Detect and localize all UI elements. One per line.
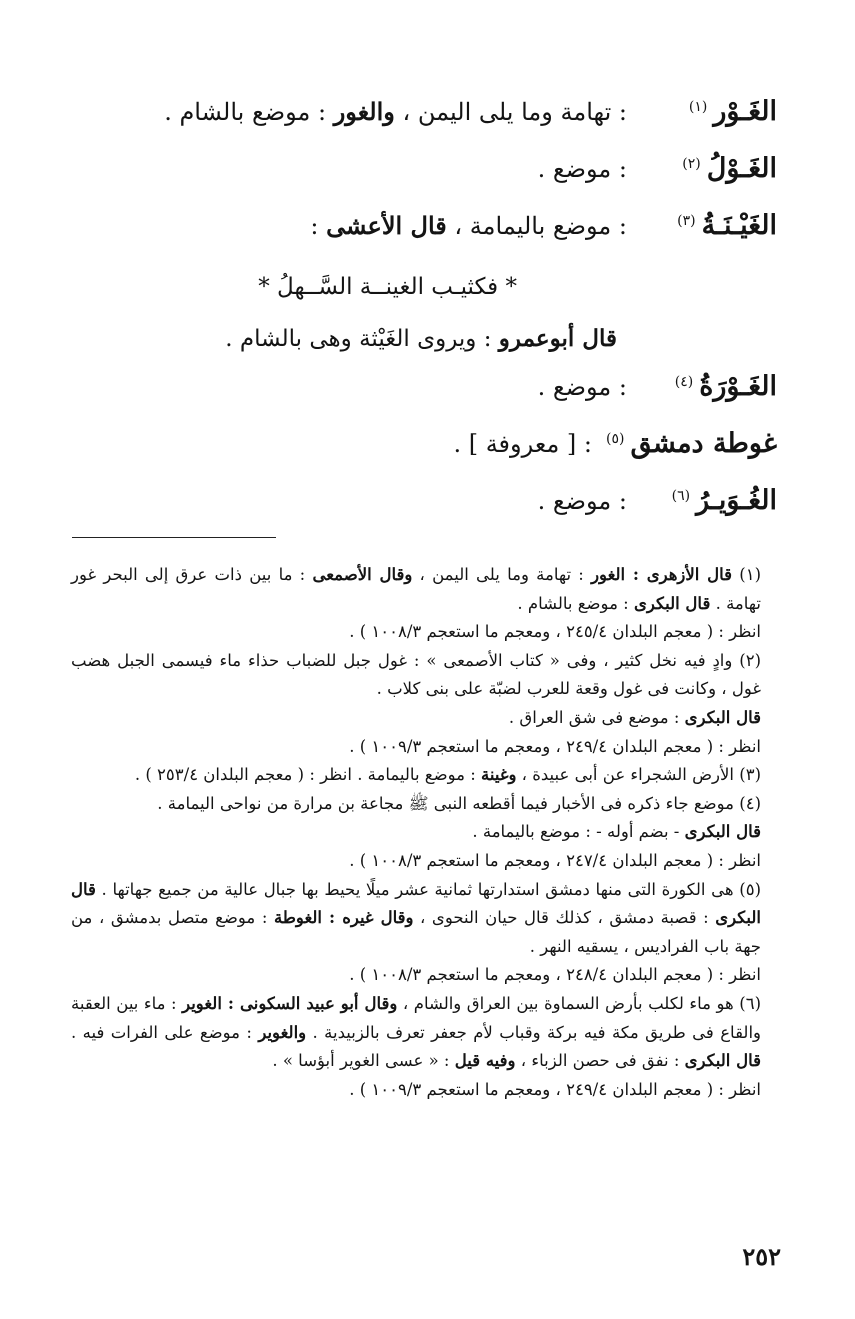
footnote-2-reference: انظر : ( معجم البلدان ٢٤٩/٤ ، ومعجم ما استعجم ١٠٠٩/٣ ) .	[349, 736, 761, 756]
footnote-marker: (٤)	[674, 374, 694, 390]
footnote-5-reference: انظر : ( معجم البلدان ٢٤٨/٤ ، ومعجم ما استعجم ١٠٠٨/٣ ) .	[349, 965, 761, 985]
footnote-2-bakri: قال البكرى : موضع فى شق العراق .	[508, 707, 761, 727]
headword: الغَيْـنَـةُ	[701, 210, 777, 241]
headword: الغَـوْرَةُ	[699, 371, 777, 402]
footnote-6-reference: انظر : ( معجم البلدان ٢٤٩/٤ ، ومعجم ما استعجم ١٠٠٩/٣ ) .	[349, 1079, 761, 1099]
headword: غوطة دمشق	[630, 428, 777, 459]
headword: الغَـوْلُ	[706, 153, 777, 184]
footnote-1-reference: انظر : ( معجم البلدان ٢٤٥/٤ ، ومعجم ما استعجم ١٠٠٨/٣ ) .	[349, 622, 761, 642]
definition: : موضع .	[537, 487, 627, 515]
poetry-verse: * فكثيـب الغينــة السَّــهلُ *	[258, 274, 517, 300]
footnote-5: (٥) هى الكورة التى منها دمشق استدارتها ثمانية عشر ميلًا يحيط بها جبال عالية من جميع جهاتها . قال البكرى : قصبة دمشق ، كذلك قال حيان النحوى ، وقال غيره : الغوطة : موضع متصل بدمشق ، من جهة باب الفراديس ، يسقيه النهر .	[71, 879, 761, 956]
footnote-1: (١) قال الأزهرى : الغور : تهامة وما يلى اليمن ، وقال الأصمعى : ما بين ذات عرق إلى البحر غور تهامة . قال البكرى : موضع بالشام .	[71, 565, 761, 613]
footnote-marker: (٥)	[606, 431, 625, 447]
headword: الغُـوَيـرُ	[696, 485, 777, 516]
entry-ghawl	[87, 153, 777, 210]
headword: الغَـوْر	[713, 96, 777, 127]
footnote-6: (٦) هو ماء لكلب بأرض السماوة بين العراق والشام ، وقال أبو عبيد السكونى : الغوير : ماء بين العقبة والقاع فى طريق مكة فيه بركة وقباب لأم جعفر تعرف بالزبيدية . والغوير : موضع على الفرات فيه . قال البكرى : نفق فى حصن الزباء ، وفيه قيل : « عسى الغوير أبؤسا » .	[71, 993, 761, 1071]
entry-ghawr	[87, 96, 777, 153]
entry-ghuwayr	[87, 485, 777, 542]
footnote-marker: (٣)	[677, 213, 696, 229]
definition: : [ معروفة ] .	[453, 430, 592, 458]
entry-ghawra	[87, 371, 777, 428]
entry-ghayna	[87, 210, 777, 267]
quote-line: قال أبوعمرو : ويروى الغَيْثة وهى بالشام .	[225, 325, 617, 352]
entry-ghutat-dimashq	[87, 428, 777, 485]
footnotes	[71, 561, 791, 1104]
definition: : موضع .	[537, 155, 627, 183]
footnote-4-reference: انظر : ( معجم البلدان ٢٤٧/٤ ، ومعجم ما استعجم ١٠٠٨/٣ ) .	[349, 850, 761, 870]
footnote-4: (٤) موضع جاء ذكره فى الأخبار فيما أقطعه النبى ﷺ مجاعة بن مرارة من نواحى اليمامة .	[157, 793, 761, 813]
footnote-marker: (١)	[688, 99, 708, 115]
footnote-2: (٢) وادٍ فيه نخل كثير ، وفى « كتاب الأصمعى » : غول جبل للضباب حذاء ماء فيسمى الجبل هضب غول ، وكانت فى غول وقعة للعرب لضبّة على بنى كلاب .	[71, 650, 761, 699]
definition: : تهامة وما يلى اليمن ، والغور : موضع بالشام .	[164, 97, 627, 126]
footnote-4-bakri: قال البكرى - بضم أوله - : موضع باليمامة .	[472, 822, 761, 842]
footnote-3: (٣) الأرض الشجراء عن أبى عبيدة ، وغينة : موضع باليمامة . انظر : ( معجم البلدان ٢٥٣/٤ ) .	[134, 765, 761, 785]
footnote-marker: (٢)	[682, 156, 701, 172]
footnote-separator	[72, 537, 276, 538]
entries-list	[87, 96, 777, 542]
definition: : موضع .	[537, 373, 627, 401]
definition: : موضع باليمامة ، قال الأعشى :	[310, 211, 627, 240]
footnote-marker: (٦)	[671, 488, 691, 504]
page-number: ٢٥٢	[742, 1242, 781, 1271]
